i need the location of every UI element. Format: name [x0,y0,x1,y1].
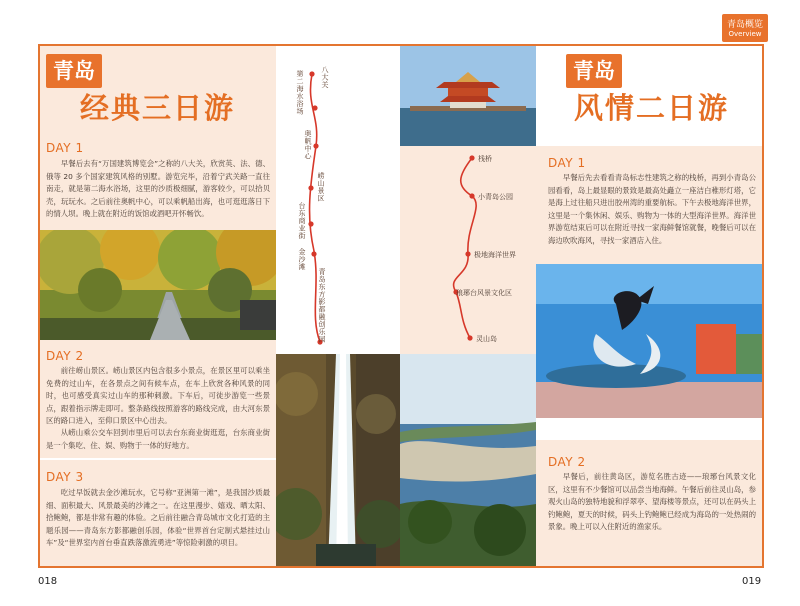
left-route-map [276,46,400,354]
route-stop-oriental-movie: 青岛东方影都融创乐园 [318,268,326,343]
waterfall-image [276,354,400,566]
coastline-image [400,354,536,566]
left-title: 经典三日游 [80,91,236,125]
route-stop-xiaoqingdao: 小青岛公园 [478,193,513,201]
forest-road-photo [40,230,276,340]
coastline-photo [400,354,536,566]
left-day1-label: DAY 1 [46,141,84,155]
route-stop-olympic-sailing: 奥帆中心 [304,130,312,160]
route-stop-laoshan: 崂山景区 [317,172,325,202]
waterfall-photo [276,354,400,566]
right-route-map [400,146,536,354]
right-day2-text: 早餐后，前往黄岛区，游览名胜古迹——琅琊台风景文化区，这里有不少餐馆可以品尝当地海鲜。午餐后前往灵山岛，参观火山岛的独特地貌和浮翠亭、望海楼等景点，还可以在码头上钓鲍鲍，夏天的时候，码头上钓鲍鲍已经成为海岛的一处热闹的景象。晚上可以入住附近的渔家乐。 [548,472,756,532]
route-stop-langyatai: 琅琊台风景文化区 [456,289,512,297]
route-stop-zhanqiao: 栈桥 [478,155,492,163]
forest-road-image [40,230,276,340]
section-header [722,14,768,42]
right-page-number: 019 [742,576,762,587]
right-day2-label: DAY 2 [548,455,586,469]
orca-fountain-photo [536,264,762,418]
route-stop-polar-ocean: 极地海洋世界 [474,251,516,259]
route-stop-lingshan: 灵山岛 [476,335,497,343]
section-subtitle: Overview [728,30,762,38]
left-day3-text: 吃过早饭就去金沙滩玩水，它号称“亚洲第一滩”，是我国沙质最细、面积最大、风景最美的沙滩之一。在这里漫步、嬉戏、晒太阳、拾鲍鲍，都是非常有趣的体验。之后前往融合青岛城市文化打造的主题乐园——青岛东方影都融创乐园，体验“世界首台定制式悬挂过山车”及“世界室内首台垂直跌落激流勇进”等惊险刺激的项目。 [46,488,270,548]
left-day2-label: DAY 2 [46,349,84,363]
left-day2-text-1: 前往崂山景区。崂山景区内包含很多小景点，在景区里可以乘坐免费的过山车，在各景点之间有候车点，在车上欣赏各种风景的同时，也可感受真实过山车的那种刺激。下车后，可徒步游览一些景点，跟着指示牌走即可。整条路线按照游客的路线完成，由大河东景区的路口进入，至仰口景区中心出去。 [46,366,270,426]
left-page-number: 018 [38,576,58,587]
pier-pavilion-photo [400,46,536,146]
right-title: 风情二日游 [574,91,730,125]
route-stop-golden-beach: 金沙滩 [298,248,306,271]
section-title: 青岛概览 [726,20,763,30]
right-day1-text: 早餐后先去看看青岛标志性建筑之称的栈桥，再到小青岛公园看看，岛上最显眼的景致是最高处矗立一座洁白稚形灯塔，它是海上过往船只进出胶州湾的重要航标。下午去极地海洋世界，这里是一个集休闲、娱乐、购物为一体的大型海洋世界。海洋世界游览结束后可以在附近寻找一家海鲜餐馆就餐，晚餐后可以在海边吹吹海风，寻找一家酒店入住。 [548,173,756,245]
left-day1-text: 早餐后去有“万国建筑博览会”之称的八大关，欣赏英、法、德、俄等 20 多个国家建筑风格的别墅。游览完毕，沿着宁武关路一直往南走，就是第二海水浴场，这里的沙质极细腻，游客较少，可以拾贝壳，玩玩水。之后前往奥帆中心，可以乘帆船出海，也可逛逛落日下的情人坝。晚上就在附近的饭馆或酒吧开怀畅饮。 [46,159,270,219]
right-tag: 青岛 [566,54,622,88]
right-day1-label: DAY 1 [548,156,586,170]
orca-fountain-image [536,264,762,418]
pier-pavilion-image [400,46,536,146]
left-route-line [276,46,400,354]
left-day3-label: DAY 3 [46,470,84,484]
route-stop-second-beach: 第二海水浴场 [296,70,304,115]
route-stop-taidong: 台东商业街 [298,202,306,240]
route-stop-badaguan: 八大关 [321,66,329,89]
left-day2-text-2: 从崂山乘公交车回到市里后可以去台东商业街逛逛，台东商业街是一个集吃、住、娱、购物于一体的好地方。 [46,428,270,450]
left-tag: 青岛 [46,54,102,88]
